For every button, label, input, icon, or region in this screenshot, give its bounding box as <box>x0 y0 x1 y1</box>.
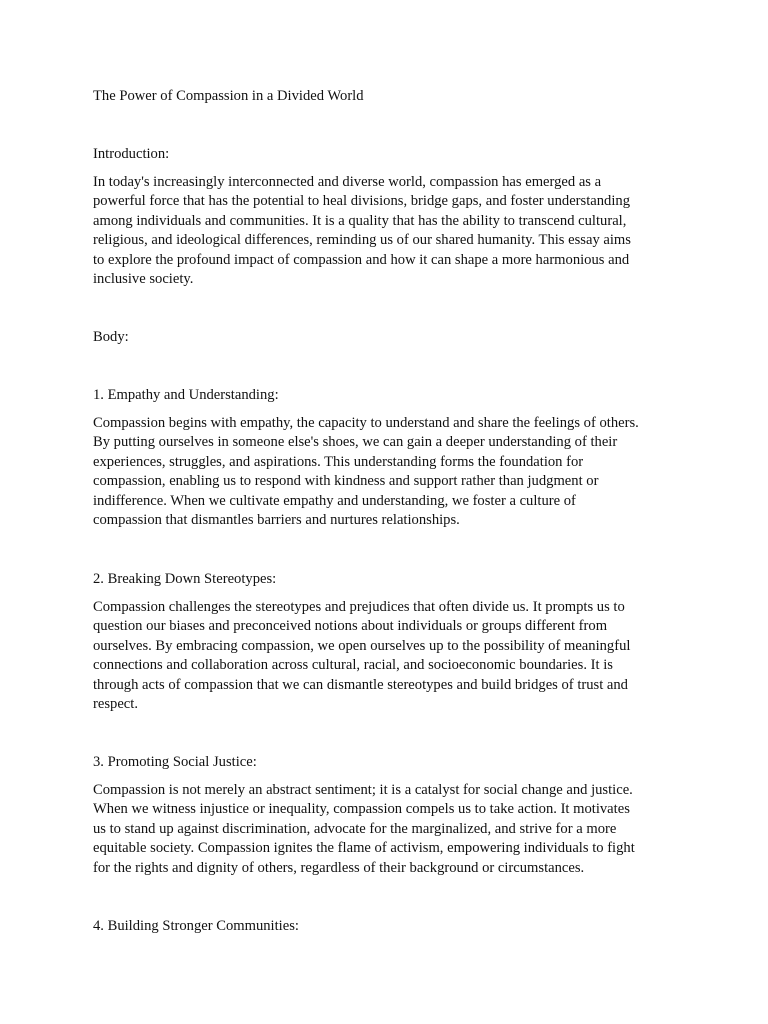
body-heading: Body: <box>93 329 129 345</box>
paragraph-line: to explore the profound impact of compassion and how it can shape a more harmonious and <box>93 251 630 268</box>
section-heading: 3. Promoting Social Justice: <box>93 754 257 770</box>
paragraph-line: through acts of compassion that we can dismantle stereotypes and build bridges of trust and <box>93 676 628 693</box>
paragraph-line: connections and collaboration across cultural, racial, and socioeconomic boundaries. It is <box>93 657 613 674</box>
paragraph-line: By putting ourselves in someone else's shoes, we can gain a deeper understanding of their <box>93 434 618 451</box>
document-title: The Power of Compassion in a Divided World <box>93 88 364 104</box>
paragraph-line: compassion, enabling us to respond with kindness and support rather than judgment or <box>93 473 599 490</box>
paragraph-line: indifference. When we cultivate empathy and understanding, we foster a culture of <box>93 492 576 509</box>
section-heading: 2. Breaking Down Stereotypes: <box>93 571 277 587</box>
paragraph-line: question our biases and preconceived notions about individuals or groups different from <box>93 618 608 635</box>
paragraph-line: Compassion challenges the stereotypes and prejudices that often divide us. It prompts us to <box>93 599 625 615</box>
section-paragraph <box>93 598 683 714</box>
paragraph-line: us to stand up against discrimination, advocate for the marginalized, and strive for a more <box>93 820 617 837</box>
paragraph-line: When we witness injustice or inequality, compassion compels us to take action. It motivates <box>93 801 630 818</box>
section-paragraph <box>93 414 683 530</box>
paragraph-line: ourselves. By embracing compassion, we open ourselves up to the possibility of meaningful <box>93 637 631 654</box>
paragraph-line: Compassion is not merely an abstract sentiment; it is a catalyst for social change and justice. <box>93 782 633 798</box>
paragraph-line: inclusive society. <box>93 271 194 288</box>
paragraph-line: equitable society. Compassion ignites the flame of activism, empowering individuals to fight <box>93 840 635 857</box>
paragraph-line: In today's increasingly interconnected and diverse world, compassion has emerged as a <box>93 174 602 190</box>
paragraph-line: respect. <box>93 696 138 713</box>
paragraph-line: for the rights and dignity of others, regardless of their background or circumstances. <box>93 859 585 876</box>
paragraph-line: powerful force that has the potential to heal divisions, bridge gaps, and foster understanding <box>93 193 630 210</box>
paragraph-line: religious, and ideological differences, reminding us of our shared humanity. This essay aims <box>93 232 631 249</box>
introduction-paragraph <box>93 173 683 289</box>
section-heading: 1. Empathy and Understanding: <box>93 387 279 403</box>
section-paragraph <box>93 781 683 878</box>
section-heading: 4. Building Stronger Communities: <box>93 918 299 934</box>
introduction-heading: Introduction: <box>93 146 170 162</box>
paragraph-line: among individuals and communities. It is a quality that has the ability to transcend cultural, <box>93 212 627 229</box>
paragraph-line: Compassion begins with empathy, the capacity to understand and share the feelings of others. <box>93 415 639 431</box>
paragraph-line: experiences, struggles, and aspirations. This understanding forms the foundation for <box>93 453 584 470</box>
paragraph-line: compassion that dismantles barriers and nurtures relationships. <box>93 512 460 529</box>
